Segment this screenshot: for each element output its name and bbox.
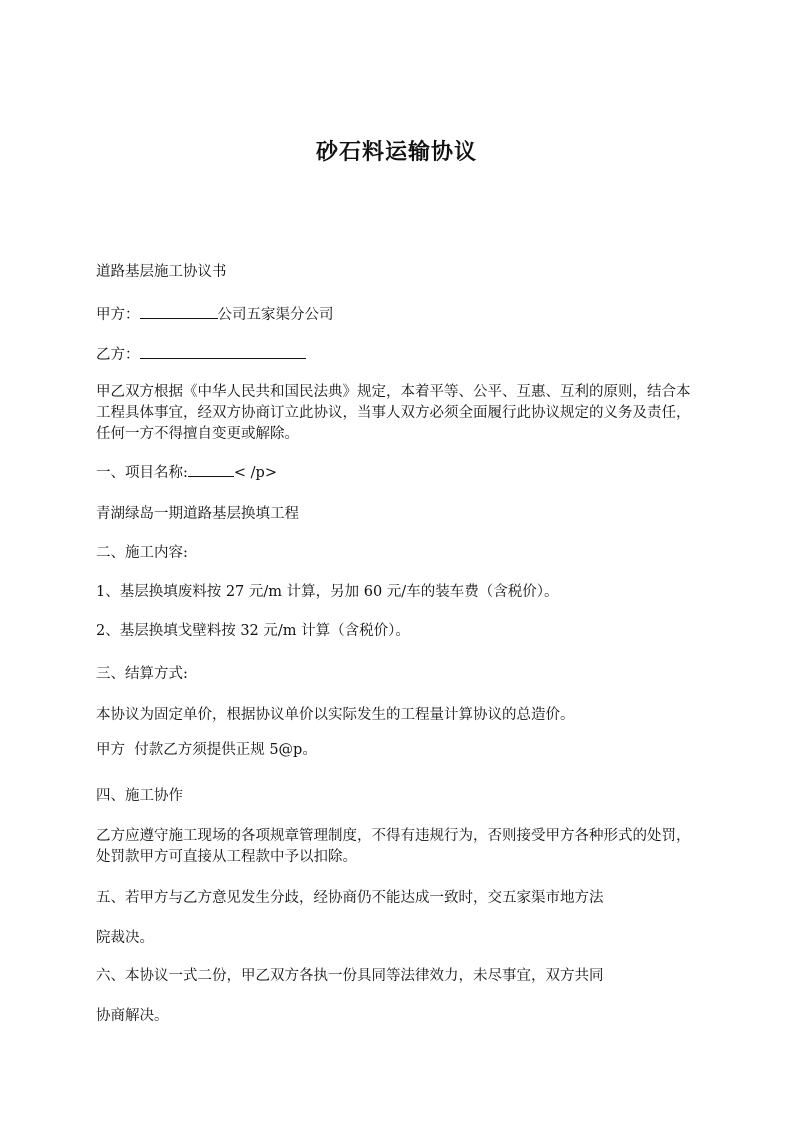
document-title: 砂石料运输协议 <box>315 139 477 165</box>
section2-title: 二、施工内容: <box>96 545 188 561</box>
section6-line1: 六、本协议一式二份，甲乙双方各执一份具同等法律效力，未尽事宜，双方共同 <box>96 968 604 984</box>
party-a-suffix: 公司五家渠分公司 <box>217 307 334 323</box>
party-a-blank <box>140 303 218 319</box>
section4-title: 四、施工协作 <box>96 788 183 804</box>
settlement-text: 本协议为固定单价，根据协议单价以实际发生的工程量计算协议的总造价。 <box>96 707 575 723</box>
cooperation-text: 乙方应遵守施工现场的各项规章管理制度，不得有违规行为，否则接受甲方各种形式的处罚，处罚款甲方可直接从工程款中予以扣除。 <box>96 828 691 865</box>
section6-line2: 协商解决。 <box>96 1008 169 1024</box>
section1-suffix: < /p> <box>233 465 277 481</box>
party-a-label: 甲方： <box>96 307 140 323</box>
section1-label: 一、项目名称: <box>96 465 188 481</box>
section5-line1: 五、若甲方与乙方意见发生分歧，经协商仍不能达成一致时，交五家渠市地方法 <box>96 890 604 906</box>
party-a-line <box>96 303 700 326</box>
party-b-label: 乙方： <box>96 347 140 363</box>
party-b-line <box>96 343 700 366</box>
section3-title: 三、结算方式: <box>96 666 188 682</box>
intro-paragraph: 甲乙双方根据《中华人民共和国民法典》规定，本着平等、公平、互惠、互利的原则，结合本工程具体事宜，经双方协商订立此协议，当事人双方必须全面履行此协议规定的义务及责任，任何一方不得擅自变更或解除。 <box>96 384 691 442</box>
project-name-blank <box>188 461 234 477</box>
party-b-blank <box>140 343 306 359</box>
item1: 1、基层换填废料按 27 元/m 计算，另加 60 元/车的装车费（含税价）。 <box>96 584 559 600</box>
section1-line <box>96 461 700 484</box>
item2: 2、基层换填戈壁料按 32 元/m 计算（含税价）。 <box>96 623 410 639</box>
section5-line2: 院裁决。 <box>96 930 154 946</box>
project-name: 青湖绿岛一期道路基层换填工程 <box>96 506 299 522</box>
document-subtitle: 道路基层施工协议书 <box>96 264 227 280</box>
payment-text: 甲方 付款乙方须提供正规 5@p。 <box>96 742 317 758</box>
